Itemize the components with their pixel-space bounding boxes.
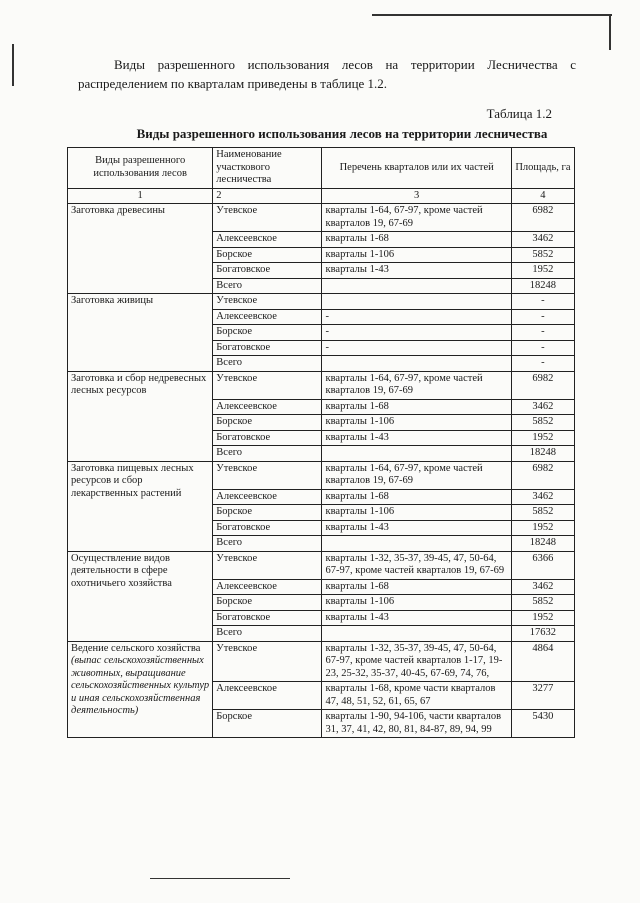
blocks-cell: кварталы 1-106 <box>322 505 511 521</box>
scan-artifact-right <box>609 14 611 50</box>
area-cell: 5430 <box>511 710 574 738</box>
blocks-cell: кварталы 1-68 <box>322 489 511 505</box>
header-number: 2 <box>213 188 322 204</box>
area-cell: 3462 <box>511 232 574 248</box>
blocks-cell: - <box>322 309 511 325</box>
area-cell: 6982 <box>511 461 574 489</box>
header-number-row <box>68 188 575 204</box>
forestry-cell: Утевское <box>213 371 322 399</box>
forestry-cell: Борское <box>213 505 322 521</box>
forestry-cell: Всего <box>213 446 322 462</box>
area-cell: 6982 <box>511 204 574 232</box>
area-cell: - <box>511 356 574 372</box>
forestry-cell: Всего <box>213 278 322 294</box>
forestry-cell: Богатовское <box>213 520 322 536</box>
area-cell: 18248 <box>511 446 574 462</box>
forestry-cell: Алексеевское <box>213 489 322 505</box>
area-cell: 5852 <box>511 247 574 263</box>
area-cell: 1952 <box>511 430 574 446</box>
forestry-cell: Борское <box>213 247 322 263</box>
table-row <box>68 461 575 489</box>
forestry-cell: Всего <box>213 356 322 372</box>
area-cell: 17632 <box>511 626 574 642</box>
blocks-cell: кварталы 1-43 <box>322 263 511 279</box>
forestry-cell: Богатовское <box>213 263 322 279</box>
forestry-cell: Алексеевское <box>213 399 322 415</box>
blocks-cell: кварталы 1-43 <box>322 430 511 446</box>
blocks-cell <box>322 294 511 310</box>
forest-use-table <box>67 147 575 738</box>
forestry-cell: Утевское <box>213 551 322 579</box>
blocks-cell: кварталы 1-64, 67-97, кроме частей кварталов 19, 67-69 <box>322 371 511 399</box>
area-cell: 18248 <box>511 278 574 294</box>
header-number: 1 <box>68 188 213 204</box>
forestry-cell: Всего <box>213 626 322 642</box>
blocks-cell: - <box>322 325 511 341</box>
blocks-cell <box>322 446 511 462</box>
forestry-cell: Утевское <box>213 204 322 232</box>
forestry-cell: Борское <box>213 415 322 431</box>
blocks-cell: кварталы 1-68 <box>322 399 511 415</box>
forestry-cell: Богатовское <box>213 610 322 626</box>
use-type-cell: Заготовка пищевых лесных ресурсов и сбор лекарственных растений <box>68 461 213 551</box>
blocks-cell <box>322 626 511 642</box>
blocks-cell: кварталы 1-106 <box>322 247 511 263</box>
scan-artifact-bottom <box>150 878 290 879</box>
table-row <box>68 204 575 232</box>
blocks-cell: кварталы 1-106 <box>322 595 511 611</box>
blocks-cell: кварталы 1-43 <box>322 520 511 536</box>
blocks-cell <box>322 278 511 294</box>
use-type-main: Ведение сельского хозяйства <box>71 642 201 654</box>
area-cell: 3462 <box>511 489 574 505</box>
area-cell: 4864 <box>511 641 574 682</box>
area-cell: 3462 <box>511 399 574 415</box>
area-cell: 18248 <box>511 536 574 552</box>
area-cell: 3462 <box>511 579 574 595</box>
blocks-cell: кварталы 1-64, 67-97, кроме частей кварталов 19, 67-69 <box>322 204 511 232</box>
header-forestry: Наименование участкового лесничества <box>213 148 322 189</box>
blocks-cell: кварталы 1-64, 67-97, кроме частей кварталов 19, 67-69 <box>322 461 511 489</box>
forestry-cell: Утевское <box>213 294 322 310</box>
area-cell: 5852 <box>511 415 574 431</box>
forestry-cell: Утевское <box>213 461 322 489</box>
area-cell: 5852 <box>511 595 574 611</box>
table-label: Таблица 1.2 <box>486 106 552 121</box>
forestry-cell: Алексеевское <box>213 682 322 710</box>
table-body <box>68 204 575 738</box>
area-cell: 6366 <box>511 551 574 579</box>
blocks-cell <box>322 536 511 552</box>
table-row <box>68 641 575 682</box>
forestry-cell: Всего <box>213 536 322 552</box>
forestry-cell: Борское <box>213 325 322 341</box>
blocks-cell <box>322 356 511 372</box>
area-cell: 3277 <box>511 682 574 710</box>
table-title: Виды разрешенного использования лесов на территории лесничества <box>136 126 548 141</box>
scan-artifact-top <box>372 14 612 16</box>
forestry-cell: Алексеевское <box>213 309 322 325</box>
area-cell: 1952 <box>511 263 574 279</box>
use-type-cell <box>68 641 213 738</box>
blocks-cell: кварталы 1-68 <box>322 579 511 595</box>
table-row <box>68 551 575 579</box>
header-number: 4 <box>511 188 574 204</box>
header-number: 3 <box>322 188 511 204</box>
area-cell: 1952 <box>511 520 574 536</box>
intro-paragraph: Виды разрешенного использования лесов на территории Лесничества с распределением по кварталам приведены в таблице 1.2. <box>78 57 576 91</box>
scan-artifact-left <box>12 44 14 86</box>
forestry-cell: Алексеевское <box>213 232 322 248</box>
use-type-note: (выпас сельскохозяйственных животных, выращивание сельскохозяйственных культур и иная сельскохозяйственная деятельность) <box>71 655 210 716</box>
header-use-type: Виды разрешенного использования лесов <box>68 148 213 189</box>
blocks-cell: кварталы 1-68 <box>322 232 511 248</box>
use-type-cell: Заготовка древесины <box>68 204 213 294</box>
blocks-cell: кварталы 1-32, 35-37, 39-45, 47, 50-64, 67-97, кроме частей кварталов 19, 67-69 <box>322 551 511 579</box>
forestry-cell: Алексеевское <box>213 579 322 595</box>
forestry-cell: Богатовское <box>213 340 322 356</box>
use-type-cell: Заготовка живицы <box>68 294 213 372</box>
area-cell: 5852 <box>511 505 574 521</box>
area-cell: 6982 <box>511 371 574 399</box>
blocks-cell: кварталы 1-90, 94-106, части кварталов 31, 37, 41, 42, 80, 81, 84-87, 89, 94, 99 <box>322 710 511 738</box>
area-cell: - <box>511 340 574 356</box>
blocks-cell: кварталы 1-32, 35-37, 39-45, 47, 50-64, 67-97, кроме частей кварталов 1-17, 19-23, 25-32, 35-37, 40-45, 67-69, 74, 76, <box>322 641 511 682</box>
area-cell: - <box>511 325 574 341</box>
area-cell: 1952 <box>511 610 574 626</box>
table-row <box>68 294 575 310</box>
table-row <box>68 371 575 399</box>
blocks-cell: кварталы 1-106 <box>322 415 511 431</box>
table-header-row <box>68 148 575 189</box>
area-cell: - <box>511 309 574 325</box>
area-cell: - <box>511 294 574 310</box>
header-area: Площадь, га <box>511 148 574 189</box>
forestry-cell: Богатовское <box>213 430 322 446</box>
blocks-cell: кварталы 1-68, кроме части кварталов 47, 48, 51, 52, 61, 65, 67 <box>322 682 511 710</box>
use-type-cell: Заготовка и сбор недревесных лесных ресурсов <box>68 371 213 461</box>
forestry-cell: Борское <box>213 710 322 738</box>
use-type-cell: Осуществление видов деятельности в сфере охотничьего хозяйства <box>68 551 213 641</box>
blocks-cell: - <box>322 340 511 356</box>
forestry-cell: Утевское <box>213 641 322 682</box>
forestry-cell: Борское <box>213 595 322 611</box>
blocks-cell: кварталы 1-43 <box>322 610 511 626</box>
header-blocks: Перечень кварталов или их частей <box>322 148 511 189</box>
